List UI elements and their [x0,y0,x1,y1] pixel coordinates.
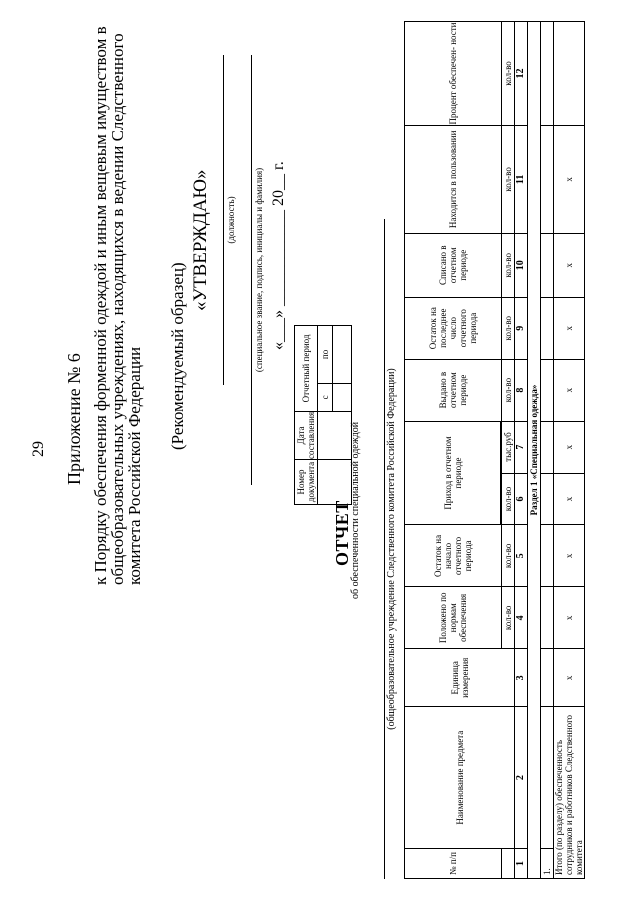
signature-line [250,55,252,485]
position-caption: (должность) [226,196,236,244]
col-number: 2 [515,707,528,849]
page-number: 29 [30,441,47,457]
period-from-cell [333,383,352,411]
row-cell [541,707,554,849]
header-in-use: Находится в пользовании [405,125,502,233]
row-cell [541,649,554,707]
doc-date-header: Дата составления [296,411,316,459]
total-label: Итого (по разделу) обеспеченность сотрудников и работников Следственного комитета [554,707,585,879]
row-cell [541,587,554,649]
units-percent: кол-во [502,22,515,126]
row-cell [541,421,554,473]
header-percent: Процент обеспечен- ности [405,22,502,126]
units-issued: кол-во [502,359,515,421]
row-cell [541,359,554,421]
col-number: 9 [515,297,528,359]
row-cell [541,297,554,359]
row-cell [541,22,554,126]
col-number: 12 [515,22,528,126]
total-in-use: х [554,125,585,233]
doc-number-cell [318,460,352,505]
period-from-label: с [318,383,333,411]
position-line [222,55,224,385]
units-start-balance: кол-во [502,525,515,587]
col-number: 6 [515,473,528,525]
total-unit: х [554,649,585,707]
approval-date: «___» ____________ 20__ г. [270,161,287,350]
units-income-qty: кол-во [502,473,515,525]
col-number: 7 [515,421,528,473]
col-number: 8 [515,359,528,421]
col-number: 5 [515,525,528,587]
section-title: Раздел 1 «Специальная одежда» [528,22,541,879]
col-number: 11 [515,125,528,233]
institution-line [383,219,385,879]
period-header: Отчетный период [295,326,318,412]
row-number: 1. [541,849,554,879]
units-no [502,849,515,879]
row-cell [541,525,554,587]
col-number: 10 [515,233,528,297]
header-written-off: Списано в отчетном периоде [405,233,502,297]
header-income: Приход в отчетном периоде [405,421,501,525]
header-issued: Выдано в отчетном периоде [405,359,502,421]
total-norm: х [554,587,585,649]
institution-caption: (общеобразовательное учреждение Следственного комитета Российской Федерации) [386,368,397,730]
total-issued: х [554,359,585,421]
total-written-off: х [554,233,585,297]
header-norm: Положено по нормам обеспечения [405,587,502,649]
row-cell [541,473,554,525]
document-info-table [294,325,352,505]
units-end-balance: кол-во [502,297,515,359]
row-cell [541,233,554,297]
units-income-sum: тыс.руб [502,421,515,473]
approve-label: «УТВЕРЖДАЮ» [190,169,211,311]
report-title: ОТЧЕТ [332,500,352,566]
total-start-balance: х [554,525,585,587]
header-end-balance: Остаток на последнее число отчетного периода [405,297,502,359]
units-in-use: кол-во [502,125,515,233]
total-percent [554,22,585,126]
row-cell [541,125,554,233]
appendix-title: Приложение № 6 [64,353,84,485]
signature-caption: (специальное звание, подпись, инициалы и фамилия) [254,167,264,373]
report-subtitle: об обеспеченности специальной одеждой [350,421,361,599]
period-to-label: по [318,326,333,384]
doc-number-header: Номер документа [295,460,318,505]
total-income-qty: х [554,473,585,525]
header-start-balance: Остаток на начало отчетного периода [405,525,502,587]
units-written-off: кол-во [502,233,515,297]
header-name: Наименование предмета [405,707,515,849]
period-to-cell [333,326,352,384]
total-income-sum: х [554,421,585,473]
total-end-balance: х [554,297,585,359]
col-number: 1 [515,849,528,879]
units-norm: кол-во [502,587,515,649]
recommended-label: (Рекомендуемый образец) [168,262,187,450]
header-no: № п/п [405,849,502,879]
report-table [404,21,585,879]
doc-date-cell [318,411,352,459]
col-number: 3 [515,649,528,707]
preamble-text: к Порядку обеспечения форменной одеждой и иным вещевым имуществом в общеобразовательных учреждениях, находящихся в ведении Следственного комитета Российской Федерации [91,26,144,585]
header-unit: Единица измерения [405,649,515,707]
col-number: 4 [515,587,528,649]
